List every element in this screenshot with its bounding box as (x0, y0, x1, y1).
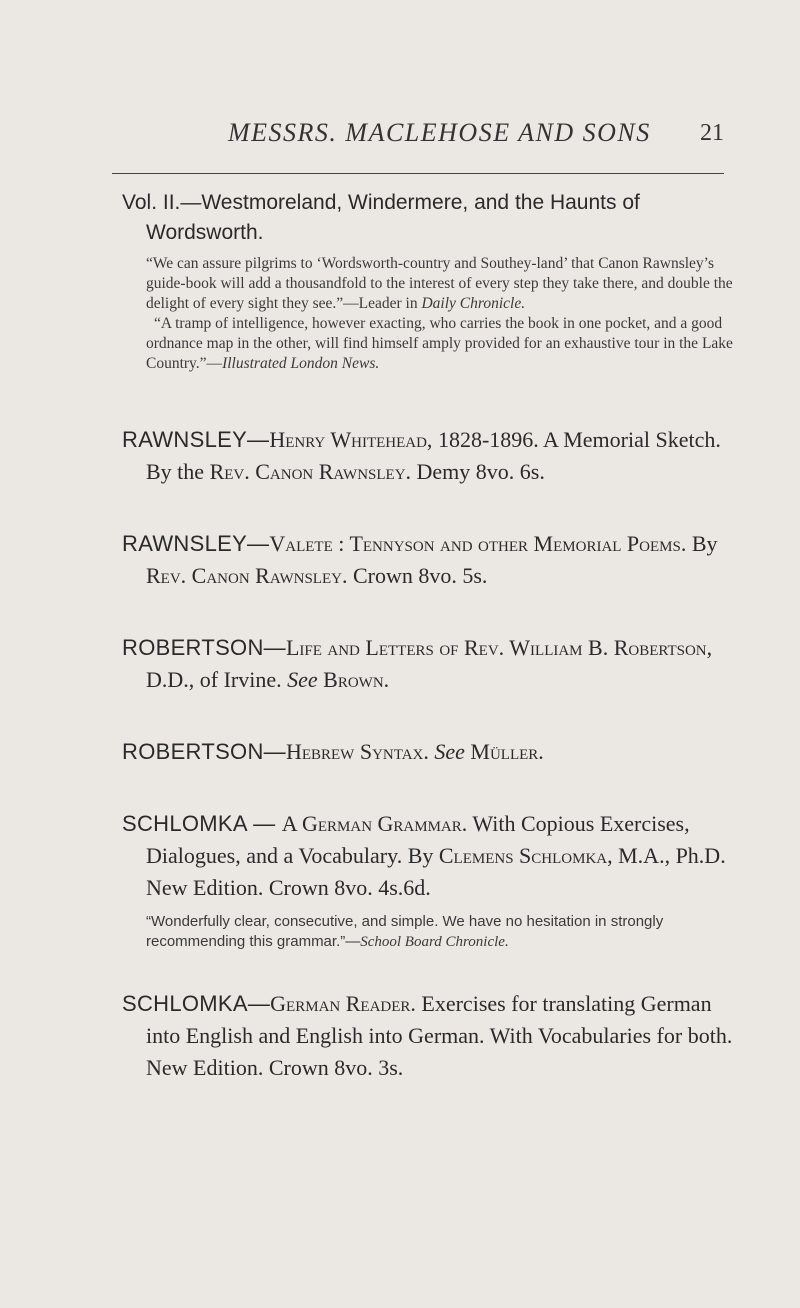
entry-title: A German Grammar. (281, 811, 468, 836)
review-text: “A tramp of intelligence, however exacting, who carries the book in one pocket, and a good ordnance map in the other, will find himself amply provided for an exhaustive tour in the Lake Country.”— (146, 315, 733, 372)
entry-heading: RAWNSLEY— (122, 427, 270, 452)
entry-heading: ROBERTSON— (122, 739, 286, 764)
entry-title: Henry Whitehead, (269, 427, 433, 452)
catalogue-entry (122, 988, 742, 1084)
review-source: Daily Chronicle. (421, 295, 526, 312)
entry-price: Demy 8vo. 6s. (411, 459, 545, 484)
vol2-title (122, 188, 742, 248)
header-rule (112, 173, 724, 174)
entry-text: 1828-1896. A Memorial Sketch. By the (146, 427, 721, 484)
entry-price: M.A., Ph.D. New Edition. Crown 8vo. 4s.6d. (146, 843, 726, 900)
review-quote (146, 254, 742, 314)
review-text: “Wonderfully clear, consecutive, and simple. We have no hesitation in strongly recommending this grammar.”— (146, 913, 664, 950)
vol2-reviews (122, 254, 742, 374)
review-source: Illustrated London News. (222, 355, 380, 372)
catalogue-entry-block (122, 808, 742, 952)
entry-title: Hebrew Syntax. (285, 739, 429, 764)
page-number: 21 (700, 120, 724, 146)
entry-author: Rev. Canon Rawnsley. (209, 459, 412, 484)
entry-author: Brown. (317, 667, 390, 692)
entry-see: See (287, 667, 318, 692)
running-head: MESSRS. MACLEHOSE AND SONS (228, 118, 651, 147)
vol2-title-line2: Wordsworth. (146, 221, 264, 244)
entry-title: German Reader. (270, 991, 416, 1016)
entry-see: See (434, 739, 465, 764)
entry-text: By (686, 531, 718, 556)
entry-author: Clemens Schlomka, (438, 843, 613, 868)
entry-title: Life and Letters of Rev. William B. Robertson, (285, 635, 713, 660)
entry-text: Exercises for translating German into English and English into German. With Vocabularies for both. New Edition. Crown 8vo. 3s. (146, 991, 733, 1080)
entry-heading: SCHLOMKA— (122, 991, 271, 1016)
catalogue-entry (122, 632, 742, 696)
page-header (0, 118, 800, 158)
entry-heading: ROBERTSON— (122, 635, 286, 660)
vol2-title-line1: Vol. II.—Westmoreland, Windermere, and the Haunts of (122, 191, 640, 214)
entry-title: Valete : Tennyson and other Memorial Poems. (269, 531, 687, 556)
review-text: “We can assure pilgrims to ‘Wordsworth-country and Southey-land’ that Canon Rawnsley’s guide-book will add a thousandfold to the interest of every step they take there, and double the delight of every sight they see.”—Leader in (146, 255, 733, 312)
review-quote (122, 912, 742, 952)
entry-heading: RAWNSLEY— (122, 531, 270, 556)
review-quote (146, 314, 742, 374)
review-source: School Board Chronicle. (360, 934, 509, 950)
entry-text: D.D., of Irvine. (146, 667, 288, 692)
entry-author: Müller. (464, 739, 544, 764)
entry-text: With Copious Exercises, Dialogues, and a Vocabulary. By (146, 811, 690, 868)
catalogue-content (122, 188, 742, 1084)
catalogue-entry (122, 808, 742, 904)
catalogue-entry (122, 424, 742, 488)
entry-heading: SCHLOMKA — (122, 811, 282, 836)
catalogue-entry (122, 528, 742, 592)
entry-price: Crown 8vo. 5s. (347, 563, 488, 588)
entry-author: Rev. Canon Rawnsley. (146, 563, 348, 588)
catalogue-entry (122, 736, 742, 768)
